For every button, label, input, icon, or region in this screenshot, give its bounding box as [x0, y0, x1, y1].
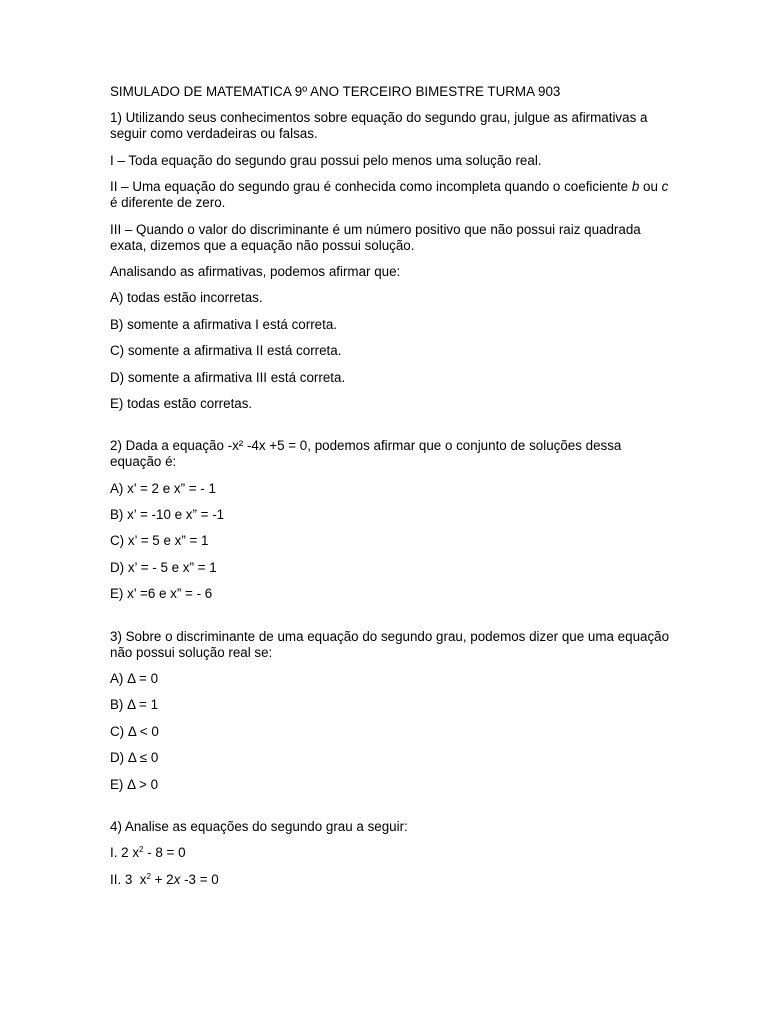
- equation-2-middle: + 2: [150, 871, 174, 887]
- statement-2-text-start: II – Uma equação do segundo grau é conhecida como incompleta quando o coeficiente: [110, 179, 632, 195]
- question-1-option-e: E) todas estão corretas.: [110, 395, 253, 411]
- question-1-statement-1: I – Toda equação do segundo grau possui pelo menos uma solução real.: [110, 152, 542, 168]
- question-3-option-a: A) Δ = 0: [110, 671, 159, 687]
- equation-2-end: -3 = 0: [180, 871, 219, 887]
- question-2-option-d: D) x’ = - 5 e x” = 1: [110, 559, 217, 575]
- coefficient-b: b: [631, 179, 640, 195]
- statement-2-text-end: é diferente de zero.: [110, 195, 226, 211]
- equation-1-start: I. 2 x: [110, 845, 140, 861]
- question-3-prompt: 3) Sobre o discriminante de uma equação do segundo grau, podemos dizer que uma equação não possui solução real se:: [110, 628, 670, 660]
- equation-2-exponent: 2: [146, 871, 151, 881]
- question-1-statement-2: [110, 179, 670, 211]
- question-1-option-b: B) somente a afirmativa I está correta.: [110, 316, 337, 332]
- question-3-option-c: C) Δ < 0: [110, 723, 159, 739]
- equation-2-variable: x: [173, 871, 181, 887]
- question-1-option-c: C) somente a afirmativa II está correta.: [110, 343, 342, 359]
- question-3-option-d: D) Δ ≤ 0: [110, 750, 159, 766]
- question-1-lead: Analisando as afirmativas, podemos afirmar que:: [110, 263, 401, 279]
- equation-1-end: - 8 = 0: [143, 845, 186, 861]
- question-2-option-a: A) x’ = 2 e x” = - 1: [110, 480, 216, 496]
- equation-1-exponent: 2: [139, 845, 144, 855]
- question-1-option-d: D) somente a afirmativa III está correta.: [110, 369, 346, 385]
- question-3-option-b: B) Δ = 1: [110, 697, 159, 713]
- question-2-option-c: C) x’ = 5 e x” = 1: [110, 533, 209, 549]
- question-1-option-a: A) todas estão incorretas.: [110, 290, 263, 306]
- spacer: [110, 613, 670, 629]
- document-title: SIMULADO DE MATEMATICA 9º ANO TERCEIRO BIMESTRE TURMA 903: [110, 84, 561, 99]
- spacer: [110, 422, 670, 438]
- coefficient-c: c: [661, 179, 669, 195]
- question-4-prompt: 4) Analise as equações do segundo grau a seguir:: [110, 818, 408, 834]
- question-1-statement-3: III – Quando o valor do discriminante é um número positivo que não possui raiz quadrada exata, dizemos que a equação não possui solução.: [110, 221, 641, 253]
- spacer: [110, 803, 670, 819]
- question-1-prompt: 1) Utilizando seus conhecimentos sobre equação do segundo grau, julgue as afirmativas a seguir como verdadeiras ou falsas.: [110, 110, 648, 142]
- statement-2-or: ou: [639, 179, 662, 195]
- question-4-equation-2: [110, 872, 670, 888]
- question-2-prompt: 2) Dada a equação -x² -4x +5 = 0, podemos afirmar que o conjunto de soluções dessa equação é:: [110, 438, 622, 470]
- question-3-option-e: E) Δ > 0: [110, 776, 159, 792]
- question-4-equation-1: [110, 845, 670, 861]
- equation-2-start: II. 3 x: [110, 871, 147, 887]
- question-2-option-e: E) x’ =6 e x” = - 6: [110, 586, 213, 602]
- document-page: [110, 84, 670, 898]
- question-2-option-b: B) x’ = -10 e x” = -1: [110, 507, 225, 523]
